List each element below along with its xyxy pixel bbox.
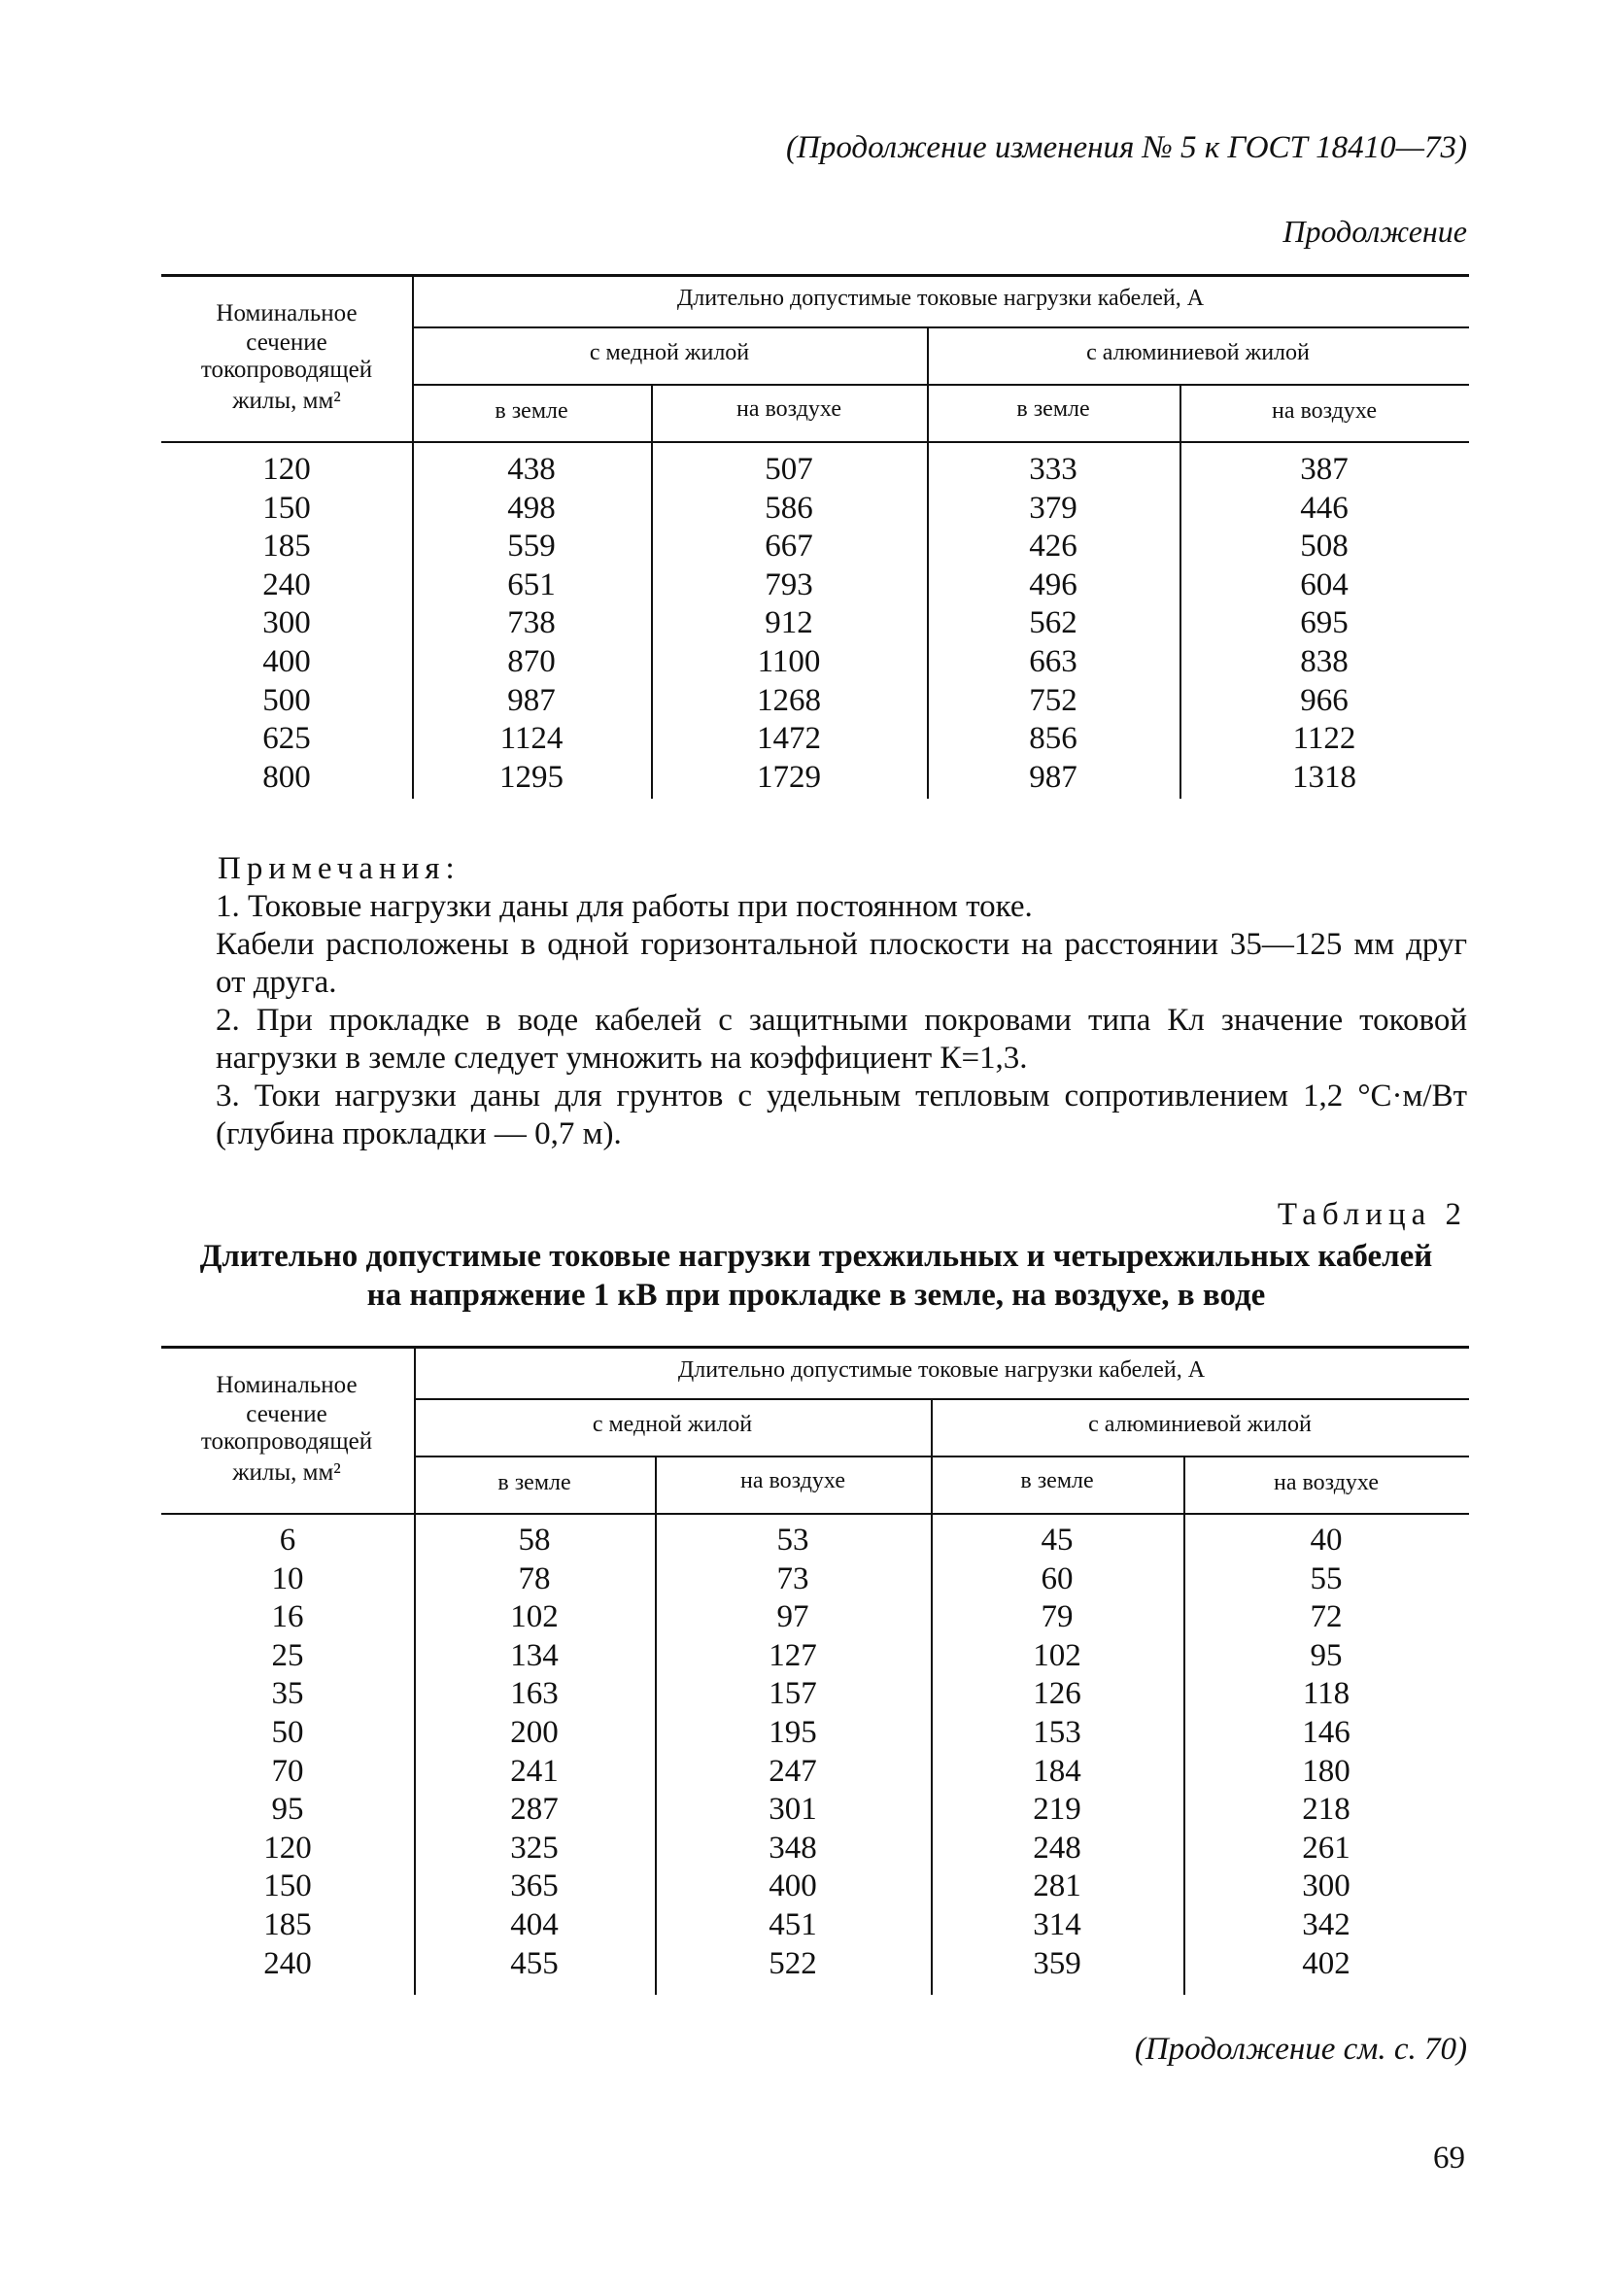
value-cell: 300 [1302,1868,1351,1904]
value-cell: 856 [1029,721,1077,757]
value-cell: 73 [776,1560,809,1596]
table-row [161,1829,1469,1868]
section-cell: 400 [262,644,311,679]
table-rule [414,1456,1469,1457]
running-header: (Продолжение изменения № 5 к ГОСТ 18410—73) [786,130,1467,165]
value-cell: 58 [518,1523,551,1558]
section-cell: 95 [271,1792,304,1828]
value-cell: 562 [1029,605,1077,641]
value-cell: 40 [1310,1523,1343,1558]
value-cell: 72 [1310,1599,1343,1635]
table-row [161,719,1469,758]
value-cell: 342 [1302,1907,1351,1942]
stub-header-line: сечение [246,1401,327,1427]
copper-air-header: на воздухе [740,1468,845,1493]
value-cell: 79 [1041,1599,1074,1635]
value-cell: 455 [510,1945,559,1981]
stub-header [161,297,412,418]
value-cell: 387 [1300,452,1349,487]
copper-ground-header: в земле [497,1470,571,1495]
value-cell: 102 [1033,1637,1081,1673]
section-cell: 500 [262,682,311,718]
value-cell: 1472 [757,721,821,757]
table-row [161,1752,1469,1791]
value-cell: 261 [1302,1830,1351,1866]
stub-header-line: токопроводящей [200,1428,373,1455]
copper-header: с медной жилой [592,1412,753,1437]
value-cell: 118 [1302,1676,1351,1712]
value-cell: 695 [1300,605,1349,641]
table-1 [161,274,1469,799]
table-row [161,565,1469,604]
stub-header-line: токопроводящей [200,357,373,383]
value-cell: 498 [507,490,556,526]
table-row [161,1559,1469,1598]
value-cell: 379 [1029,490,1077,526]
value-cell: 667 [765,529,813,565]
table-row [161,1867,1469,1905]
value-cell: 400 [769,1868,817,1904]
stub-header [161,1369,412,1490]
value-cell: 402 [1302,1945,1351,1981]
value-cell: 1124 [499,721,564,757]
section-cell: 800 [262,759,311,795]
copper-header: с медной жилой [589,340,750,365]
section-cell: 35 [271,1676,304,1712]
value-cell: 97 [776,1599,809,1635]
section-cell: 185 [263,1907,312,1942]
value-cell: 987 [1029,759,1077,795]
value-cell: 102 [510,1599,559,1635]
section-cell: 120 [262,452,311,487]
value-cell: 522 [769,1945,817,1981]
value-cell: 153 [1033,1715,1081,1750]
section-cell: 50 [271,1715,304,1750]
value-cell: 438 [507,452,556,487]
section-cell: 625 [262,721,311,757]
value-cell: 446 [1300,490,1349,526]
value-cell: 1295 [499,759,564,795]
value-cell: 1100 [757,644,821,679]
stub-header-line: Номинальное [216,1372,358,1398]
table-row [161,1521,1469,1559]
value-cell: 404 [510,1907,559,1942]
table-row [161,1905,1469,1944]
value-cell: 134 [510,1637,559,1673]
table-rule [161,1346,1469,1349]
value-cell: 838 [1300,644,1349,679]
section-cell: 16 [271,1599,304,1635]
value-cell: 163 [510,1676,559,1712]
value-cell: 157 [769,1676,817,1712]
aluminum-ground-header: в земле [1020,1468,1094,1493]
value-cell: 1318 [1292,759,1356,795]
value-cell: 314 [1033,1907,1081,1942]
value-cell: 241 [510,1753,559,1789]
section-cell: 10 [271,1560,304,1596]
aluminum-header: с алюминиевой жилой [1088,1412,1312,1437]
table-rule [161,274,1469,277]
value-cell: 55 [1310,1560,1343,1596]
notes-title: Примечания: [218,851,461,886]
value-cell: 1729 [757,759,821,795]
table-2 [161,1346,1469,1995]
table-rule [412,326,1469,328]
value-cell: 45 [1041,1523,1074,1558]
table-row [161,1944,1469,1983]
stub-header-line: жилы, мм² [232,1459,341,1486]
value-cell: 146 [1302,1715,1351,1750]
value-cell: 752 [1029,682,1077,718]
value-cell: 966 [1300,682,1349,718]
value-cell: 559 [507,529,556,565]
table-2-label: Таблица 2 [1277,1197,1467,1232]
value-cell: 651 [507,566,556,602]
section-cell: 25 [271,1637,304,1673]
value-cell: 870 [507,644,556,679]
value-cell: 738 [507,605,556,641]
section-cell: 240 [262,566,311,602]
value-cell: 127 [769,1637,817,1673]
value-cell: 219 [1033,1792,1081,1828]
table-2-title [165,1237,1467,1315]
value-cell: 508 [1300,529,1349,565]
notes-block [161,850,1467,1153]
table-row [161,1713,1469,1752]
table-row [161,603,1469,642]
table-row [161,489,1469,528]
value-cell: 53 [776,1523,809,1558]
table-row [161,1674,1469,1713]
value-cell: 359 [1033,1945,1081,1981]
value-cell: 496 [1029,566,1077,602]
section-cell: 150 [262,490,311,526]
section-cell: 240 [263,1945,312,1981]
value-cell: 451 [769,1907,817,1942]
table-row [161,642,1469,681]
note-2: 2. При прокладке в воде кабелей с защитными покровами типа Кл значение токовой нагрузки в земле следует умножить на коэффициент К=1,3. [216,1003,1467,1076]
value-cell: 333 [1029,452,1077,487]
table-rule [161,441,1469,443]
aluminum-air-header: на воздухе [1272,398,1377,424]
group-header: Длительно допустимые токовые нагрузки кабелей, А [676,286,1205,311]
section-cell: 300 [262,605,311,641]
value-cell: 325 [510,1830,559,1866]
value-cell: 248 [1033,1830,1081,1866]
section-cell: 70 [271,1753,304,1789]
note-1: 1. Токовые нагрузки даны для работы при постоянном токе. [216,889,1033,924]
aluminum-header: с алюминиевой жилой [1086,340,1310,365]
section-cell: 120 [263,1830,312,1866]
group-header: Длительно допустимые токовые нагрузки кабелей, А [677,1357,1206,1383]
section-cell: 185 [262,529,311,565]
table-row [161,1597,1469,1636]
copper-ground-header: в земле [495,398,568,424]
table-rule [412,384,1469,386]
value-cell: 365 [510,1868,559,1904]
table-2-title-line: Длительно допустимые токовые нагрузки трехжильных и четырехжильных кабелей [199,1239,1433,1274]
aluminum-ground-header: в земле [1016,396,1090,422]
table-rule [414,1398,1469,1400]
table-row [161,758,1469,797]
stub-header-line: сечение [246,329,327,356]
value-cell: 184 [1033,1753,1081,1789]
value-cell: 912 [765,605,813,641]
value-cell: 793 [765,566,813,602]
table-2-title-line: на напряжение 1 кВ при прокладке в земле, на воздухе, в воде [366,1278,1266,1313]
section-cell: 6 [279,1523,296,1558]
aluminum-air-header: на воздухе [1274,1470,1379,1495]
stub-header-line: жилы, мм² [232,388,341,414]
page-number: 69 [1433,2141,1465,2176]
value-cell: 604 [1300,566,1349,602]
value-cell: 287 [510,1792,559,1828]
value-cell: 78 [518,1560,551,1596]
continuation-footer: (Продолжение см. с. 70) [1134,2032,1467,2067]
value-cell: 200 [510,1715,559,1750]
note-3: 3. Токи нагрузки даны для грунтов с удельным тепловым сопротивлением 1,2 °С·м/Вт (глубина прокладки — 0,7 м). [216,1079,1467,1151]
table-row [161,450,1469,489]
value-cell: 247 [769,1753,817,1789]
value-cell: 586 [765,490,813,526]
table-row [161,527,1469,565]
value-cell: 95 [1310,1637,1343,1673]
value-cell: 426 [1029,529,1077,565]
value-cell: 180 [1302,1753,1351,1789]
value-cell: 218 [1302,1792,1351,1828]
value-cell: 126 [1033,1676,1081,1712]
continuation-label: Продолжение [1282,214,1467,249]
table-row [161,1790,1469,1829]
value-cell: 348 [769,1830,817,1866]
note-1-continued: Кабели расположены в одной горизонтальной плоскости на расстоянии 35—125 мм друг от друга. [216,927,1467,1000]
table-row [161,681,1469,720]
table-rule [161,1513,1469,1515]
section-cell: 150 [263,1868,312,1904]
value-cell: 663 [1029,644,1077,679]
value-cell: 301 [769,1792,817,1828]
value-cell: 507 [765,452,813,487]
value-cell: 1268 [757,682,821,718]
value-cell: 281 [1033,1868,1081,1904]
value-cell: 1122 [1292,721,1356,757]
table-row [161,1636,1469,1675]
value-cell: 195 [769,1715,817,1750]
copper-air-header: на воздухе [736,396,841,422]
value-cell: 987 [507,682,556,718]
stub-header-line: Номинальное [216,300,358,326]
value-cell: 60 [1041,1560,1074,1596]
